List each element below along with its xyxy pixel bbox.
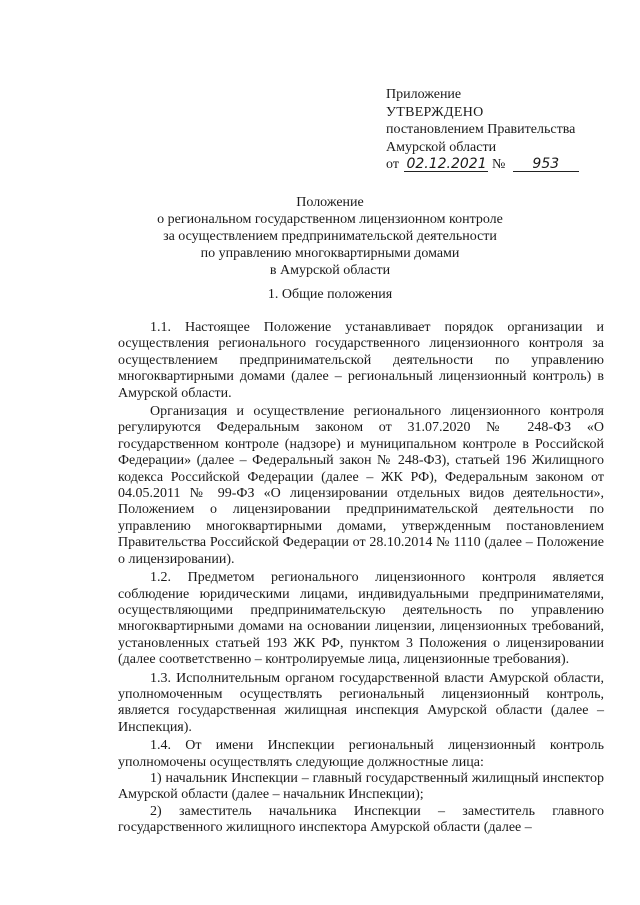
handwritten-number: 953 bbox=[513, 157, 579, 172]
approval-approved: УТВЕРЖДЕНО bbox=[386, 104, 484, 120]
paragraph-1-4-item-1: 1) начальник Инспекции – главный государственный жилищный инспектор Амурской области (далее – начальник Инспекции); bbox=[118, 770, 604, 803]
paragraph-1-2: 1.2. Предметом регионального лицензионного контроля является соблюдение юридическими лицами, индивидуальными предпринимателями, осуществляющими предпринимательскую деятельность по управлению многоквартирными домами на основании лицензии, лицензионных требований, установленных статьей 193 ЖК РФ, пунктом 3 Положения о лицензировании (далее соответственно – контролируемые лица, лицензионные требования). bbox=[118, 570, 604, 668]
paragraph-1-4: 1.4. От имени Инспекции региональный лицензионный контроль уполномочены осуществлять следующие должностные лица: bbox=[118, 738, 604, 770]
section-heading: 1. Общие положения bbox=[267, 287, 393, 302]
approval-block bbox=[386, 86, 579, 174]
approval-from-label: от bbox=[386, 157, 399, 172]
approval-date-line bbox=[386, 156, 579, 174]
title-line-4: по управлению многоквартирными домами bbox=[200, 246, 460, 261]
approval-appendix: Приложение bbox=[386, 87, 462, 102]
title-line-3: за осуществлением предпринимательской деятельности bbox=[163, 229, 497, 244]
paragraph-1-4-item-2: 2) заместитель начальника Инспекции – заместитель главного государственного жилищного инспектора Амурской области (далее – bbox=[118, 803, 604, 836]
approval-region: Амурской области bbox=[386, 139, 497, 155]
paragraph-1-3: 1.3. Исполнительным органом государственной власти Амурской области, уполномоченным осуществлять региональный лицензионный контроль, является государственная жилищная инспекция Амурской области (далее – Инспекция). bbox=[118, 670, 604, 735]
handwritten-date: 02.12.2021 bbox=[406, 156, 487, 172]
approval-resolution: постановлением Правительства bbox=[386, 122, 576, 137]
title-line-2: о региональном государственном лицензионном контроле bbox=[157, 212, 503, 227]
document-title bbox=[80, 194, 580, 279]
title-line-5: в Амурской области bbox=[269, 263, 391, 278]
section-body bbox=[118, 320, 604, 837]
approval-number-label: № bbox=[491, 157, 506, 172]
paragraph-1-1: 1.1. Настоящее Положение устанавливает порядок организации и осуществления регионального государственного лицензионного контроля за осуществлением предпринимательской деятельности по управлению многоквартирными домами (далее – региональный лицензионный контроль) в Амурской области. bbox=[118, 320, 604, 401]
title-line-1: Положение bbox=[296, 195, 364, 210]
paragraph-1-1-regulation: Организация и осуществление регионального лицензионного контроля регулируются Федеральным законом от 31.07.2020 № 248-ФЗ «О государственном контроле (надзоре) и муниципальном контроле в Российской Федерации» (далее – Федеральный закон № 248-ФЗ), статьей 196 Жилищного кодекса Российской Федерации (далее – ЖК РФ), Федеральным законом от 04.05.2011 № 99-ФЗ «О лицензировании отдельных видов деятельности», Положением о лицензировании предпринимательской деятельности по управлению многоквартирными домами, утвержденным постановлением Правительства Российской Федерации от 28.10.2014 № 1110 (далее – Положение о лицензировании). bbox=[118, 404, 604, 567]
